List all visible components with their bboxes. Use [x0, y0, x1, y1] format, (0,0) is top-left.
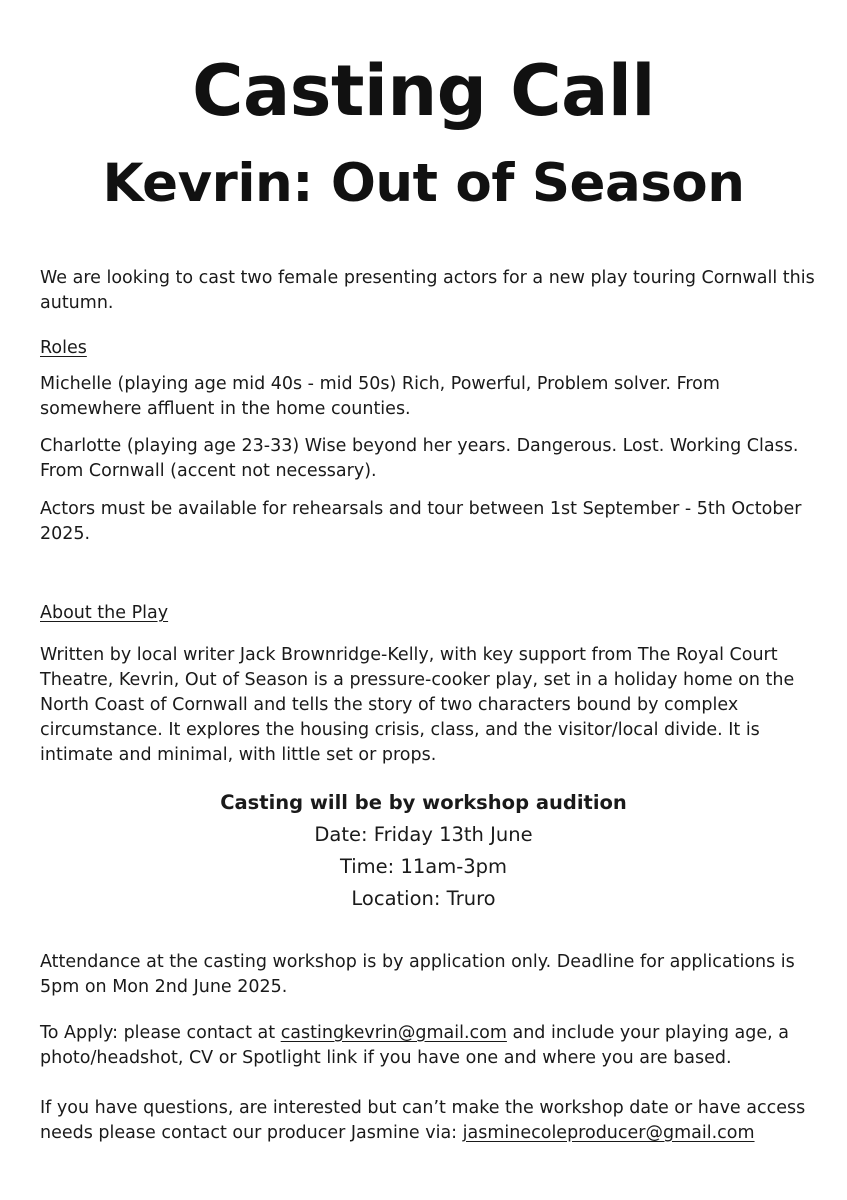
- questions-text: If you have questions, are interested but can’t make the workshop date or have access needs please contact our producer Jasmine via:: [40, 1098, 806, 1143]
- intro-paragraph: We are looking to cast two female presenting actors for a new play touring Cornwall this autumn.: [40, 268, 815, 313]
- apply-text-prefix: To Apply: please contact at: [40, 1023, 281, 1043]
- audition-details: [0, 787, 847, 915]
- about-paragraph: Written by local writer Jack Brownridge-Kelly, with key support from The Royal Court Theatre, Kevrin, Out of Season is a pressure-cooker play, set in a holiday home on the North Coast of Cornwall and tells the story of two characters bound by complex circumstance. It explores the housing crisis, class, and the visitor/local divide. It is intimate and minimal, with little set or props.: [40, 645, 795, 765]
- audition-heading: Casting will be by workshop audition: [220, 791, 627, 814]
- play-title: Kevrin: Out of Season: [102, 153, 745, 214]
- audition-time: Time: 11am-3pm: [339, 855, 508, 878]
- role-charlotte: Charlotte (playing age 23-33) Wise beyond her years. Dangerous. Lost. Working Class. From Cornwall (accent not necessary).: [40, 436, 799, 481]
- audition-location: Location: Truro: [351, 887, 496, 910]
- availability-paragraph: Actors must be available for rehearsals and tour between 1st September - 5th October 2025.: [40, 499, 802, 544]
- audition-date: Date: Friday 13th June: [314, 823, 533, 846]
- producer-email-link[interactable]: jasminecoleproducer@gmail.com: [462, 1123, 755, 1143]
- roles-heading: Roles: [40, 338, 87, 358]
- questions-paragraph: [40, 1096, 820, 1146]
- apply-paragraph: [40, 1021, 820, 1071]
- about-heading: About the Play: [40, 603, 169, 623]
- page-title: Casting Call: [192, 50, 655, 132]
- role-michelle: Michelle (playing age mid 40s - mid 50s) Rich, Powerful, Problem solver. From somewhere affluent in the home counties.: [40, 374, 720, 419]
- attendance-paragraph: Attendance at the casting workshop is by application only. Deadline for applications is 5pm on Mon 2nd June 2025.: [40, 952, 795, 997]
- casting-email-link[interactable]: castingkevrin@gmail.com: [280, 1023, 507, 1043]
- apply-text-suffix: and include your playing age, a photo/headshot, CV or Spotlight link if you have one and where you are based.: [40, 1023, 789, 1068]
